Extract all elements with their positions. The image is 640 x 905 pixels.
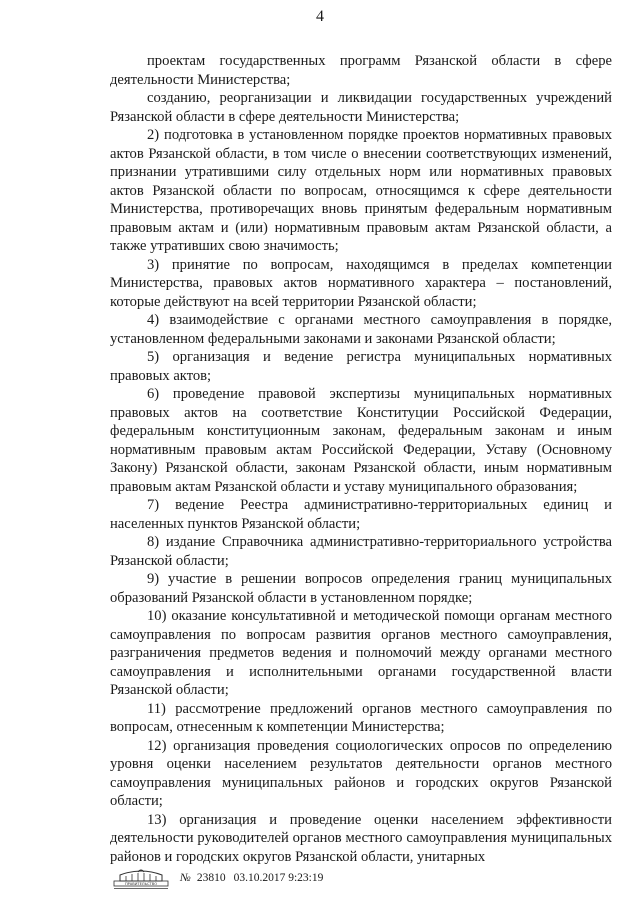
paragraph: 8) издание Справочника административно-территориального устройства Рязанской области;: [110, 534, 612, 569]
document-number: 23810: [196, 872, 226, 884]
document-datetime: 03.10.2017 9:23:19: [233, 872, 324, 884]
paragraph: проектам государственных программ Рязанской области в сфере деятельности Министерства;: [110, 53, 612, 88]
document-footer: [112, 866, 323, 890]
paragraph: 3) принятие по вопросам, находящимся в пределах компетенции Министерства, правовых актов нормативного характера – постановлений, которые действуют на всей территории Рязанской области;: [110, 256, 612, 310]
document-body: [110, 52, 612, 866]
paragraph: 6) проведение правовой экспертизы муниципальных нормативных правовых актов на соответствие Конституции Российской Федерации, федеральным конституционным законам, федеральным законам и иным нормативным правовым актам Российской Федерации, Уставу (Основному Закону) Рязанской области, законам Рязанской области, иным нормативным правовым актам Рязанской области и уставу муниципального образования;: [110, 386, 612, 495]
stamp-text: ПРАВИТЕЛЬСТВО: [124, 882, 158, 887]
number-sign: №: [180, 872, 191, 884]
paragraph: 9) участие в решении вопросов определения границ муниципальных образований Рязанской области в установленном порядке;: [110, 571, 612, 606]
paragraph: 12) организация проведения социологических опросов по определению уровня оценки населением результатов деятельности органов местного самоуправления муниципальных районов и городских округов Рязанской области;: [110, 737, 612, 809]
paragraph: созданию, реорганизации и ликвидации государственных учреждений Рязанской области в сфере деятельности Министерства;: [110, 90, 612, 125]
paragraph: 13) организация и проведение оценки населением эффективности деятельности руководителей органов местного самоуправления муниципальных районов и городских округов Рязанской области, унитарных: [110, 811, 612, 865]
page-number: 4: [316, 8, 324, 25]
paragraph: 11) рассмотрение предложений органов местного самоуправления по вопросам, отнесенным к компетенции Министерства;: [110, 700, 612, 735]
paragraph: 10) оказание консультативной и методической помощи органам местного самоуправления по вопросам развития органов местного самоуправления, разграничения предметов ведения и полномочий между органами местного самоуправления и исполнительными органами государственной власти Рязанской области;: [110, 608, 612, 698]
paragraph: 2) подготовка в установленном порядке проектов нормативных правовых актов Рязанской области, в том числе о внесении соответствующих изменений, признании утратившими силу отдельных норм или нормативных правовых актов Рязанской области по вопросам, относящимся к сфере деятельности Министерства, противоречащих вновь принятым федеральным нормативным правовым актам и (или) нормативным правовым актам Рязанской области, а также утративших свою значимость;: [110, 127, 612, 254]
building-stamp-icon: [112, 866, 170, 890]
paragraph: 4) взаимодействие с органами местного самоуправления в порядке, установленном федеральными законами и законами Рязанской области;: [110, 312, 612, 347]
paragraph: 5) организация и ведение регистра муниципальных нормативных правовых актов;: [110, 349, 612, 384]
paragraph: 7) ведение Реестра административно-территориальных единиц и населенных пунктов Рязанской области;: [110, 497, 612, 532]
